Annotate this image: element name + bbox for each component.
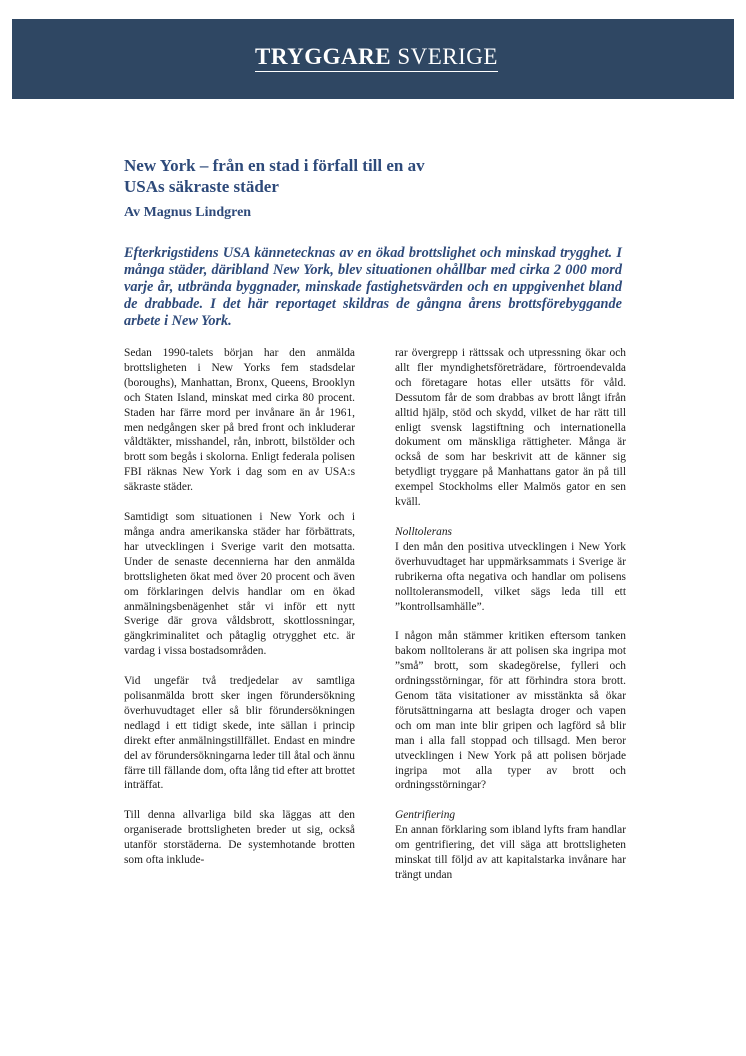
- logo-word-bold: TRYGGARE: [255, 44, 392, 69]
- logo-underline: [255, 71, 498, 72]
- article-byline: Av Magnus Lindgren: [124, 205, 252, 220]
- paragraph: Vid ungefär två tredjedelar av samtliga polisanmälda brott sker ingen förundersökning överhuvudtaget eller så blir förundersökningen nedlagd i ett tidigt skede, inte sällan i princip direkt efter anmälningstillfället. Endast en mindre del av förundersökningarna leder till åtal och ännu färre till fällande dom, ofta lång tid efter att brottet inträffat.: [124, 675, 355, 792]
- right-column: [395, 346, 626, 898]
- paragraph: I någon mån stämmer kritiken eftersom tanken bakom nolltolerans är att polisen ska ingripa mot ”små” brott, som skadegörelse, fylleri och ordningsstörningar, för att förhindra stora brott. Genom täta visitationer av misstänkta så ökar förutsättningarna att beslagta droger och vapen och om man inte blir gripen och lagförd så blir man i alla fall stoppad och tillsagd. Men beror utvecklingen i New York på att polisen började ingripa mot alla typer av brott och ordningsstörningar?: [395, 630, 626, 792]
- paragraph: I den mån den positiva utvecklingen i New York överhuvudtaget har uppmärksammats i Sverige är rubrikerna ofta negativa och handlar om polisens nolltoleransmodell, vilket sägs leda till ett ”kontrollsamhälle”.: [395, 540, 626, 613]
- paragraph: Samtidigt som situationen i New York och i många andra amerikanska städer har förbättrats, har utvecklingen i Sverige varit den motsatta. Under de senaste decennierna har den anmälda brottsligheten ökat med över 20 procent och även om förklaringen delvis handlar om en ökad anmälningsbenägenhet står vi inför ett nytt Sverige där grova våldsbrott, skottlossningar, gängkriminalitet och påtaglig otrygghet etc. är vardag i vissa bostadsområden.: [124, 511, 355, 658]
- title-line-2: USAs säkraste städer: [124, 177, 279, 196]
- left-column: [124, 346, 355, 883]
- section-heading-gentrifiering: Gentrifiering: [395, 809, 456, 822]
- paragraph: Sedan 1990-talets början har den anmälda brottsligheten i New Yorks fem stadsdelar (boroughs), Manhattan, Bronx, Queens, Brooklyn och Staten Island, minskat med cirka 80 procent. Staden har färre mord per invånare än år 1961, men nedgången sker på bred front och inkluderar våldtäkter, misshandel, rån, inbrott, bilstölder och brott som begås i skolorna. Enligt federala polisen FBI räknas New York i dag som en av USA:s säkraste städer.: [124, 347, 355, 494]
- article-title: [124, 155, 624, 197]
- logo-text: [255, 44, 498, 70]
- title-line-1: New York – från en stad i förfall till en av: [124, 156, 425, 175]
- logo: [255, 44, 498, 78]
- paragraph: En annan förklaring som ibland lyfts fram handlar om gentrifiering, det vill säga att brottsligheten minskat till följd av att kapitalstarka invånare har trängt undan: [395, 824, 626, 881]
- section-heading-nolltolerans: Nolltolerans: [395, 525, 452, 538]
- article-lead: Efterkrigstidens USA kännetecknas av en ökad brottslighet och minskad trygghet. I många städer, däribland New York, blev situationen ohållbar med cirka 2 000 mord varje år, utbrända byggnader, minskade fastighetsvärden och en uppgivenhet bland de drabbade. I det här reportaget skildras de gångna årens brottsförebyggande arbete i New York.: [124, 245, 622, 329]
- paragraph: Till denna allvarliga bild ska läggas att den organiserade brottsligheten breder ut sig, också utanför storstäderna. De systemhotande brotten som ofta inklude-: [124, 809, 355, 867]
- logo-word-light: SVERIGE: [397, 44, 498, 69]
- paragraph: rar övergrepp i rättssak och utpressning ökar och allt fler myndighetsföreträdare, förtroendevalda och företagare hotas eller utsätts för våld. Dessutom får de som drabbas av brott långt ifrån alltid hjälp, stöd och skydd, vilket de har rätt till enligt svensk lagstiftning och internationella dokument om mänskliga rättigheter. Många är också de som har beskrivit att de känner sig betydligt tryggare på Manhattans gator än på till exempel Stockholms eller Malmös gator en sen kväll.: [395, 347, 626, 509]
